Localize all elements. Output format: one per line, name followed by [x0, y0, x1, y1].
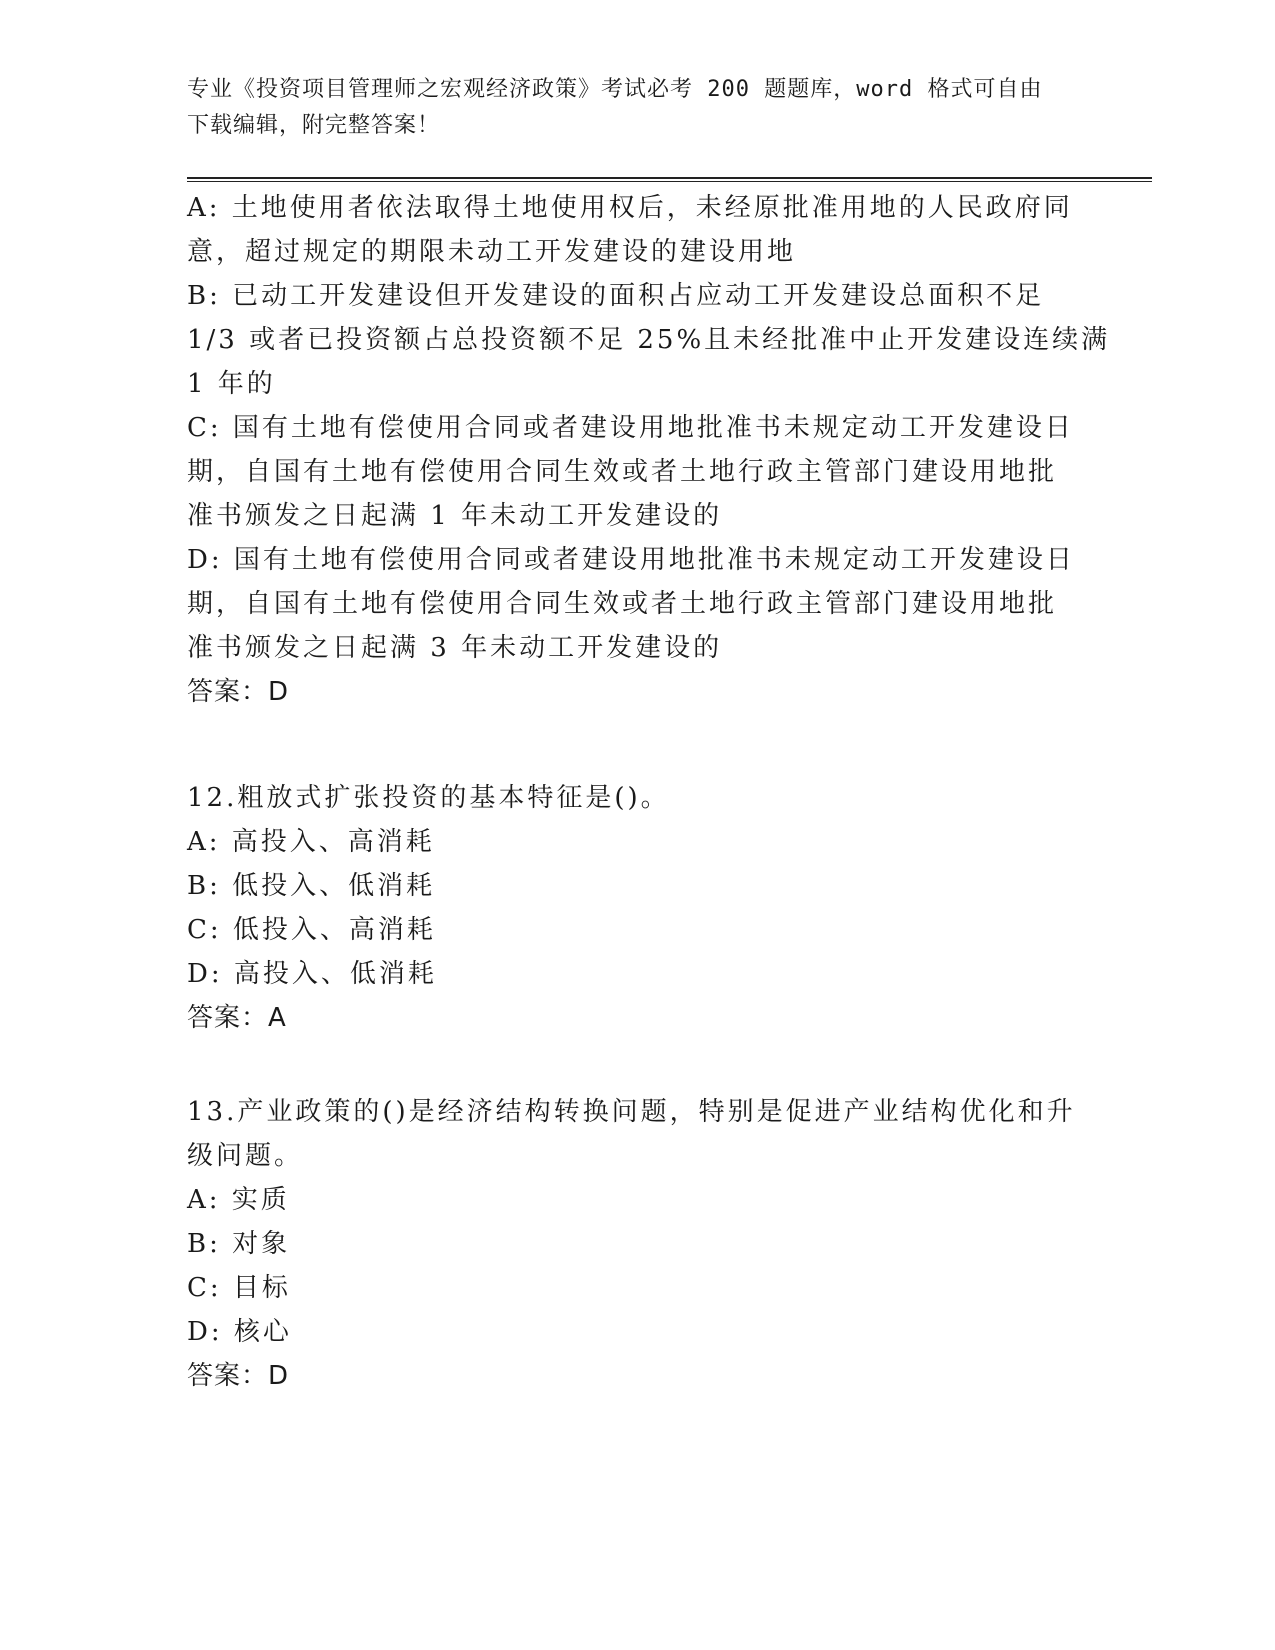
- q12-option-a: A: 高投入、高消耗: [187, 827, 435, 857]
- q11-option-d-line-1: D: 国有土地有偿使用合同或者建设用地批准书未规定动工开发建设日: [187, 545, 1075, 575]
- document-header: [187, 72, 1067, 144]
- q11-option-b-line-3: 1 年的: [187, 369, 276, 399]
- header-line-1: 专业《投资项目管理师之宏观经济政策》考试必考 200 题题库，word 格式可自由: [187, 77, 1043, 102]
- q12-option-d: D: 高投入、低消耗: [187, 959, 437, 989]
- q11-option-c-line-3: 准书颁发之日起满 1 年未动工开发建设的: [187, 501, 723, 531]
- q11-answer: 答案：D: [187, 677, 290, 707]
- q11-option-d-line-2: 期，自国有土地有偿使用合同生效或者土地行政主管部门建设用地批: [187, 589, 1058, 619]
- q11-option-b-line-1: B: 已动工开发建设但开发建设的面积占应动工开发建设总面积不足: [187, 281, 1045, 311]
- q11-option-c-line-1: C: 国有土地有偿使用合同或者建设用地批准书未规定动工开发建设日: [187, 413, 1074, 443]
- q11-option-b-line-2: 1/3 或者已投资额占总投资额不足 25%且未经批准中止开发建设连续满: [187, 325, 1111, 355]
- q12-question: 12.粗放式扩张投资的基本特征是()。: [187, 783, 670, 813]
- q11-option-c-line-2: 期，自国有土地有偿使用合同生效或者土地行政主管部门建设用地批: [187, 457, 1058, 487]
- q13-question-line-2: 级问题。: [187, 1141, 304, 1171]
- q13-answer: 答案：D: [187, 1361, 290, 1391]
- q11-option-a-line-2: 意，超过规定的期限未动工开发建设的建设用地: [187, 237, 797, 267]
- q12-option-b: B: 低投入、低消耗: [187, 871, 436, 901]
- q13-option-c: C: 目标: [187, 1273, 291, 1303]
- q12-option-c: C: 低投入、高消耗: [187, 915, 436, 945]
- q11-option-a-line-1: A: 土地使用者依法取得土地使用权后，未经原批准用地的人民政府同: [187, 193, 1073, 223]
- q13-question-line-1: 13.产业政策的()是经济结构转换问题，特别是促进产业结构优化和升: [187, 1097, 1076, 1127]
- q13-option-a: A: 实质: [187, 1185, 290, 1215]
- q12-answer: 答案：A: [187, 1003, 287, 1033]
- q11-option-d-line-3: 准书颁发之日起满 3 年未动工开发建设的: [187, 633, 723, 663]
- header-divider: [187, 177, 1152, 182]
- q13-option-d: D: 核心: [187, 1317, 292, 1347]
- header-line-2: 下载编辑，附完整答案！: [187, 113, 441, 138]
- q13-option-b: B: 对象: [187, 1229, 291, 1259]
